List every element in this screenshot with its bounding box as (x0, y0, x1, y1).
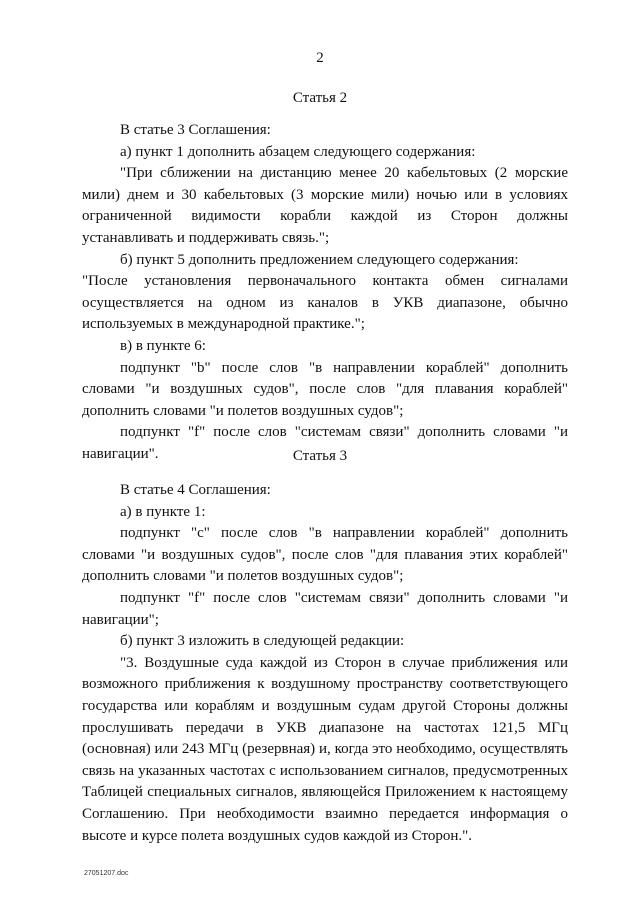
article-2-quote-2: "После установления первоначального контакта обмен сигналами осуществляется на одном из каналов в УКВ диапазоне, обычно используемых в международной практике."; (82, 273, 568, 333)
article-2-subitem-b: подпункт "b" после слов "в направлении кораблей" дополнить словами "и воздушных судов", после слов "для плавания кораблей" дополнить словами "и полетов воздушных судов"; (82, 359, 568, 419)
article-2-quote-1: "При сближении на дистанцию менее 20 кабельтовых (2 морские мили) днем и 30 кабельтовых (3 морские мили) ночью или в условиях ограниченной видимости корабли каждой из Сторон должны устанавливать и поддерживать связь."; (82, 165, 568, 246)
article-2-subitem-f: подпункт "f" после слов "системам связи" дополнить словами "и навигации". (82, 424, 568, 462)
article-2-item-b: б) пункт 5 дополнить предложением следующего содержания: (120, 251, 519, 268)
article-2-body (82, 120, 568, 466)
article-2-item-a: а) пункт 1 дополнить абзацем следующего содержания: (120, 143, 476, 160)
page-number: 2 (316, 50, 324, 66)
footer-doc-code: 27051207.doc (84, 870, 129, 877)
article-2-intro: В статье 3 Соглашения: (120, 122, 271, 138)
article-3-subitem-f: подпункт "f" после слов "системам связи" дополнить словами "и навигации"; (82, 589, 568, 628)
article-3-item-a: а) в пункте 1: (120, 503, 206, 520)
article-3-quote: "3. Воздушные суда каждой из Сторон в случае приближения или возможного приближения к воздушному пространству соответствующего государства или кораблям и воздушным судам другой Стороны должны прослушивать передачи в УКВ диапазоне на частотах 121,5 МГц (основная) или 243 МГц (резервная) и, когда это необходимо, осуществлять связь на указанных частотах с использованием сигналов, предусмотренных Таблицей специальных сигналов, являющейся Приложением к настоящему Соглашению. При необходимости взаимно передается информация о высоте и курсе полета воздушных судов каждой из Сторон.". (82, 654, 568, 844)
article-3-intro: В статье 4 Соглашения: (120, 482, 271, 498)
article-3-heading: Статья 3 (292, 448, 348, 464)
article-2-heading: Статья 2 (292, 90, 348, 106)
article-3-item-b: б) пункт 3 изложить в следующей редакции: (120, 633, 405, 650)
article-3-subitem-c: подпункт "c" после слов "в направлении кораблей" дополнить словами "и воздушных судов", после слов "для плавания этих кораблей" дополнить словами "и полетов воздушных судов"; (82, 525, 568, 585)
article-2-item-c: в) в пункте 6: (120, 337, 206, 354)
article-3-body (82, 480, 568, 847)
